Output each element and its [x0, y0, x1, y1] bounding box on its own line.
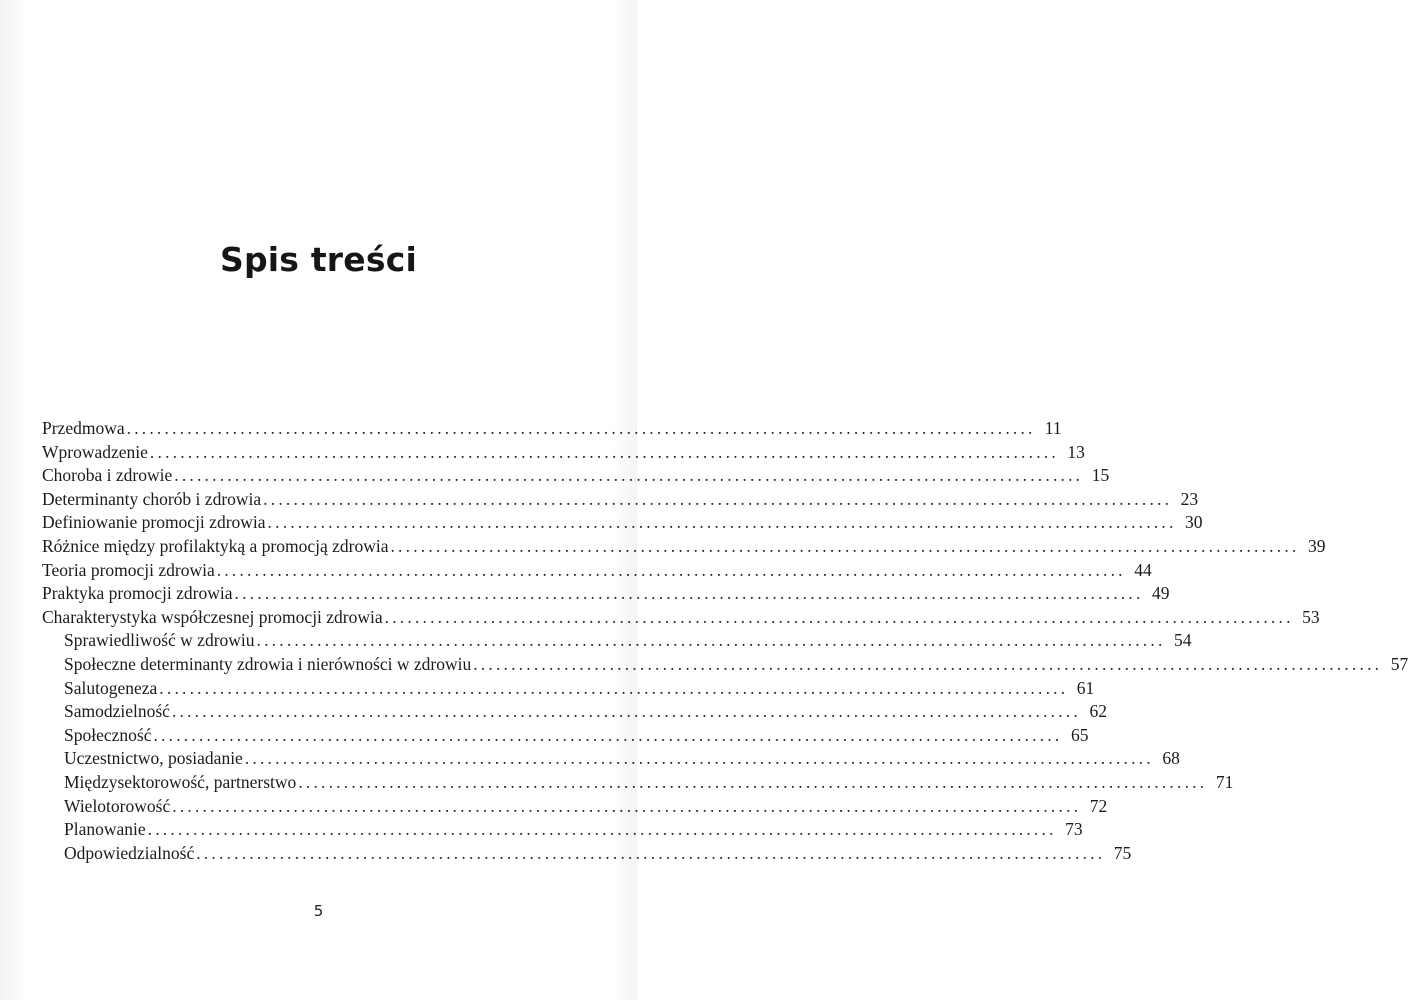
toc-leader-dots: ........................................................................................................................: [147, 819, 1057, 840]
toc-leader-dots: ........................................................................................................................: [473, 653, 1383, 674]
toc-entry: [42, 653, 1408, 677]
toc-entry-label: Teoria promocji zdrowia: [42, 559, 215, 580]
toc-entry-label: Planowanie: [64, 819, 146, 840]
toc-entry: [42, 818, 1083, 842]
toc-entry-page: 62: [1089, 701, 1107, 722]
toc-entry-page: 53: [1302, 606, 1320, 627]
toc-entry-label: Uczestnictwo, posiadanie: [64, 748, 243, 769]
toc-entry: [42, 795, 1108, 819]
toc-entry-label: Samodzielność: [64, 701, 170, 722]
toc-entry-page: 13: [1067, 441, 1085, 462]
toc-entry-page: 11: [1044, 418, 1062, 438]
toc-entry: [42, 417, 1062, 441]
toc-leader-dots: ........................................................................................................................: [244, 748, 1154, 769]
toc-entry-page: 71: [1215, 771, 1234, 792]
toc-entry: [42, 842, 1132, 866]
toc-entry-label: Wprowadzenie: [42, 441, 148, 462]
toc-entry-page: 39: [1307, 535, 1326, 556]
toc-entry-label: Przedmowa: [42, 418, 125, 438]
toc-entry-page: 57: [1390, 653, 1408, 674]
toc-entry-label: Praktyka promocji zdrowia: [42, 583, 233, 604]
toc-entry-label: Determinanty chorób i zdrowia: [42, 488, 262, 509]
toc-leader-dots: ........................................................................................................................: [263, 488, 1173, 509]
toc-entry-label: Różnice między profilaktyką a promocją zdrowia: [42, 535, 389, 556]
toc-entry-page: 75: [1113, 842, 1132, 863]
toc-entry: [42, 488, 1199, 512]
toc-leader-dots: ........................................................................................................................: [234, 583, 1144, 604]
toc-entry-label: Odpowiedzialność: [64, 842, 195, 863]
toc-entry: [42, 464, 1110, 488]
toc-entry-page: 23: [1180, 488, 1199, 509]
toc-entry-label: Wielotorowość: [64, 795, 171, 816]
toc-entry-page: 15: [1091, 465, 1110, 486]
toc-entry-label: Społeczność: [64, 724, 152, 745]
toc-leader-dots: ........................................................................................................................: [171, 701, 1081, 722]
toc-entry: [42, 511, 1203, 535]
toc-entry-label: Charakterystyka współczesnej promocji zdrowia: [42, 606, 383, 627]
toc-entry-label: Definiowanie promocji zdrowia: [42, 512, 266, 533]
toc-leader-dots: ........................................................................................................................: [149, 441, 1059, 462]
toc-leader-dots: ........................................................................................................................: [298, 771, 1208, 792]
toc-entry-page: 68: [1162, 748, 1180, 769]
toc-leader-dots: ........................................................................................................................: [126, 418, 1036, 438]
toc-entry-label: Międzysektorowość, partnerstwo: [64, 771, 297, 792]
table-of-contents: [42, 417, 1408, 865]
toc-entry: [42, 535, 1326, 559]
toc-leader-dots: ........................................................................................................................: [159, 677, 1069, 698]
toc-leader-dots: ........................................................................................................................: [153, 724, 1063, 745]
toc-entry-page: 73: [1065, 819, 1083, 840]
toc-entry-label: Sprawiedliwość w zdrowiu: [64, 630, 255, 651]
toc-leader-dots: ........................................................................................................................: [390, 535, 1300, 556]
toc-entry-page: 61: [1076, 677, 1095, 698]
toc-leader-dots: ........................................................................................................................: [196, 842, 1106, 863]
toc-entry-page: 54: [1174, 630, 1192, 651]
toc-leader-dots: ........................................................................................................................: [172, 795, 1082, 816]
toc-entry-page: 49: [1152, 583, 1170, 604]
toc-leader-dots: ........................................................................................................................: [174, 465, 1084, 486]
toc-entry-label: Salutogeneza: [64, 677, 158, 698]
toc-entry: [42, 677, 1095, 701]
page-number: 5: [313, 902, 324, 920]
toc-entry: [42, 700, 1107, 724]
toc-entry: [42, 747, 1180, 771]
toc-entry-label: Społeczne determinanty zdrowia i nierówności w zdrowiu: [64, 653, 472, 674]
toc-entry: [42, 606, 1320, 630]
toc-leader-dots: ........................................................................................................................: [216, 559, 1126, 580]
toc-entry: [42, 771, 1234, 795]
toc-entry: [42, 629, 1192, 653]
toc-leader-dots: ........................................................................................................................: [384, 606, 1294, 627]
toc-entry: [42, 441, 1085, 465]
page-title: Spis treści: [220, 240, 417, 279]
toc-entry-page: 65: [1070, 724, 1089, 745]
toc-leader-dots: ........................................................................................................................: [267, 512, 1177, 533]
toc-entry-page: 30: [1185, 512, 1203, 533]
toc-entry-label: Choroba i zdrowie: [42, 465, 173, 486]
toc-entry: [42, 559, 1152, 583]
toc-entry-page: 72: [1089, 795, 1108, 816]
toc-entry: [42, 582, 1170, 606]
toc-entry: [42, 724, 1089, 748]
toc-leader-dots: ........................................................................................................................: [256, 630, 1166, 651]
toc-entry-page: 44: [1134, 559, 1152, 580]
